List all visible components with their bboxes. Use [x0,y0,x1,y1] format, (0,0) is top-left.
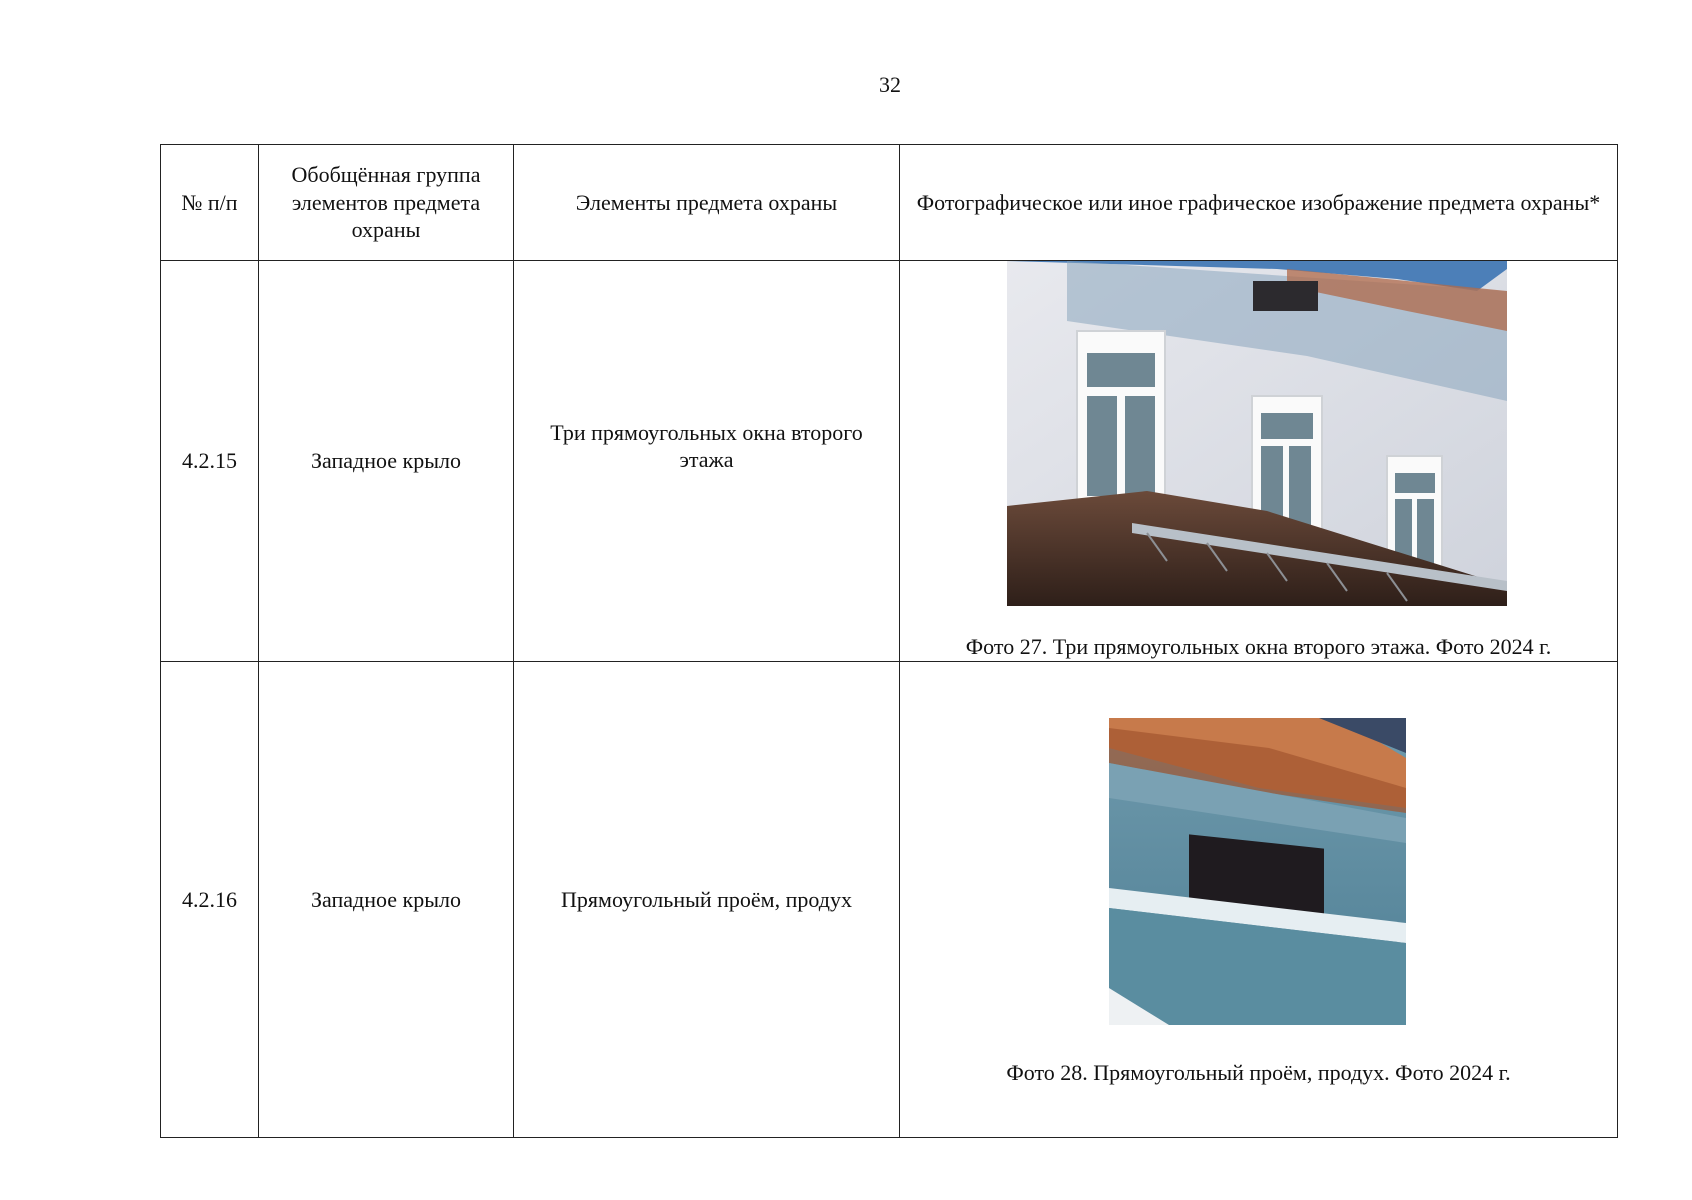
table-header-row [161,145,1618,261]
row-element [514,261,900,662]
photo-caption: Фото 27. Три прямоугольных окна второго этажа. Фото 2024 г. [965,634,1552,659]
header-image: Фотографическое или иное графическое изображение предмета охраны* [900,145,1618,261]
row-group: Западное крыло [259,662,514,1138]
table-row [161,261,1618,662]
photo-cell [900,261,1618,662]
row-element: Прямоугольный проём, продух [514,662,900,1138]
page-number: 32 [879,72,901,97]
header-number: № п/п [161,145,259,261]
protection-table [160,144,1618,1138]
photo-cell [900,662,1618,1138]
row-group: Западное крыло [259,261,514,662]
row-number: 4.2.15 [161,261,259,662]
photo-windows [1007,261,1507,606]
table-row [161,662,1618,1138]
row-number: 4.2.16 [161,662,259,1138]
photo-vent-opening [1109,718,1406,1025]
row-element-text: Три прямоугольных окна второго этажа [550,419,863,472]
photo-caption: Фото 28. Прямоугольный проём, продух. Фото 2024 г. [1006,1060,1511,1085]
header-element: Элементы предмета охраны [514,145,900,261]
header-group: Обобщённая группа элементов предмета охраны [259,145,514,261]
